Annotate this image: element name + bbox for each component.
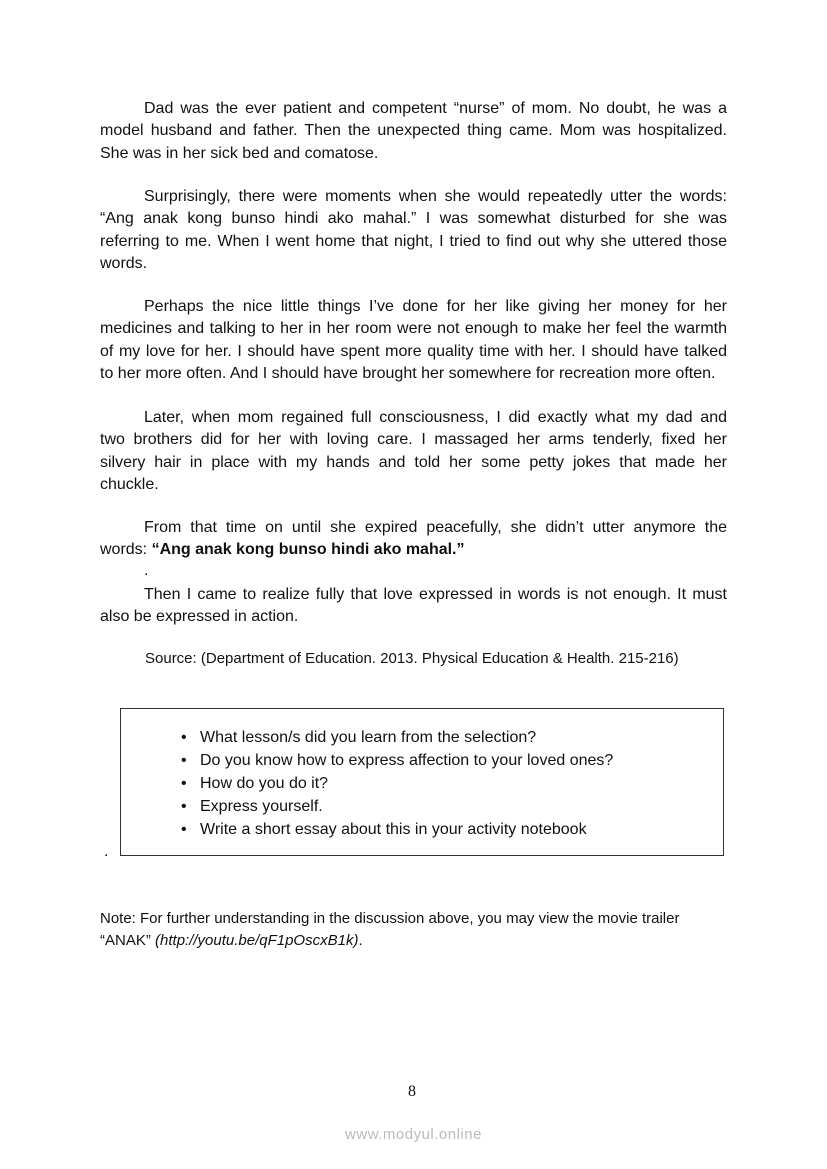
text-line: Later, when mom regained full consciousness, I did exactly what my dad and xyxy=(144,409,727,426)
stray-dot: . xyxy=(144,562,149,579)
text-line: She was in her sick bed and comatose. xyxy=(100,144,379,162)
question-item: • Do you know how to express affection to your loved ones? xyxy=(181,749,613,772)
questions-box xyxy=(120,708,724,856)
bold-quote: “Ang anak kong bunso hindi ako mahal.” xyxy=(151,541,465,559)
text-line: of my love for her. I should have spent more quality time with her. I should have talked xyxy=(100,342,727,360)
text-line: “Ang anak kong bunso hindi ako mahal.” I was somewhat disturbed for she was xyxy=(100,210,727,228)
text-line xyxy=(100,539,727,561)
text-line: referring to me. When I went home that night, I tried to find out why she uttered those xyxy=(100,232,727,250)
paragraph-6 xyxy=(100,584,727,629)
video-link[interactable]: (http://youtu.be/qF1pOscxB1k) xyxy=(155,932,359,949)
text: . xyxy=(358,932,363,949)
text-line: chuckle. xyxy=(100,475,159,493)
text-line: also be expressed in action. xyxy=(100,608,299,626)
watermark: www.modyul.online xyxy=(345,1126,482,1143)
text-line: Dad was the ever patient and competent “nurse” of mom. No doubt, he was a xyxy=(144,100,727,117)
source-citation: Source: (Department of Education. 2013. Physical Education & Health. 215-216) xyxy=(145,650,679,667)
question-item: • What lesson/s did you learn from the selection? xyxy=(181,726,613,749)
stray-dot: . xyxy=(104,843,109,860)
page-number: 8 xyxy=(408,1083,416,1100)
note-line: Note: For further understanding in the discussion above, you may view the movie trailer xyxy=(100,910,680,927)
paragraph-2 xyxy=(100,186,727,275)
text: words: xyxy=(100,541,152,559)
paragraph-5 xyxy=(100,517,727,562)
text-line: Perhaps the nice little things I’ve done for her like giving her money for her xyxy=(144,298,727,315)
paragraph-3 xyxy=(100,296,727,385)
text-line: Surprisingly, there were moments when she would repeatedly utter the words: xyxy=(144,188,727,205)
text-line: medicines and talking to her in her room were not enough to make her feel the warmth xyxy=(100,320,727,338)
text-line: words. xyxy=(100,254,148,272)
question-item: • How do you do it? xyxy=(181,772,613,795)
question-item: • Write a short essay about this in your activity notebook xyxy=(181,818,613,841)
paragraph-4 xyxy=(100,407,727,496)
text-line: two brothers did for her with loving care. I massaged her arms tenderly, fixed her xyxy=(100,431,727,449)
text-line: to her more often. And I should have brought her somewhere for recreation more often. xyxy=(100,364,716,382)
question-item: • Express yourself. xyxy=(181,795,613,818)
text-line: model husband and father. Then the unexpected thing came. Mom was hospitalized. xyxy=(100,122,727,140)
text-line: silvery hair in place with my hands and told her some petty jokes that made her xyxy=(100,453,727,471)
text: “ANAK” xyxy=(100,932,156,949)
text-line: From that time on until she expired peacefully, she didn’t utter anymore the xyxy=(144,519,727,536)
note xyxy=(100,908,679,952)
text-line: Then I came to realize fully that love expressed in words is not enough. It must xyxy=(144,586,727,603)
paragraph-1 xyxy=(100,98,727,165)
